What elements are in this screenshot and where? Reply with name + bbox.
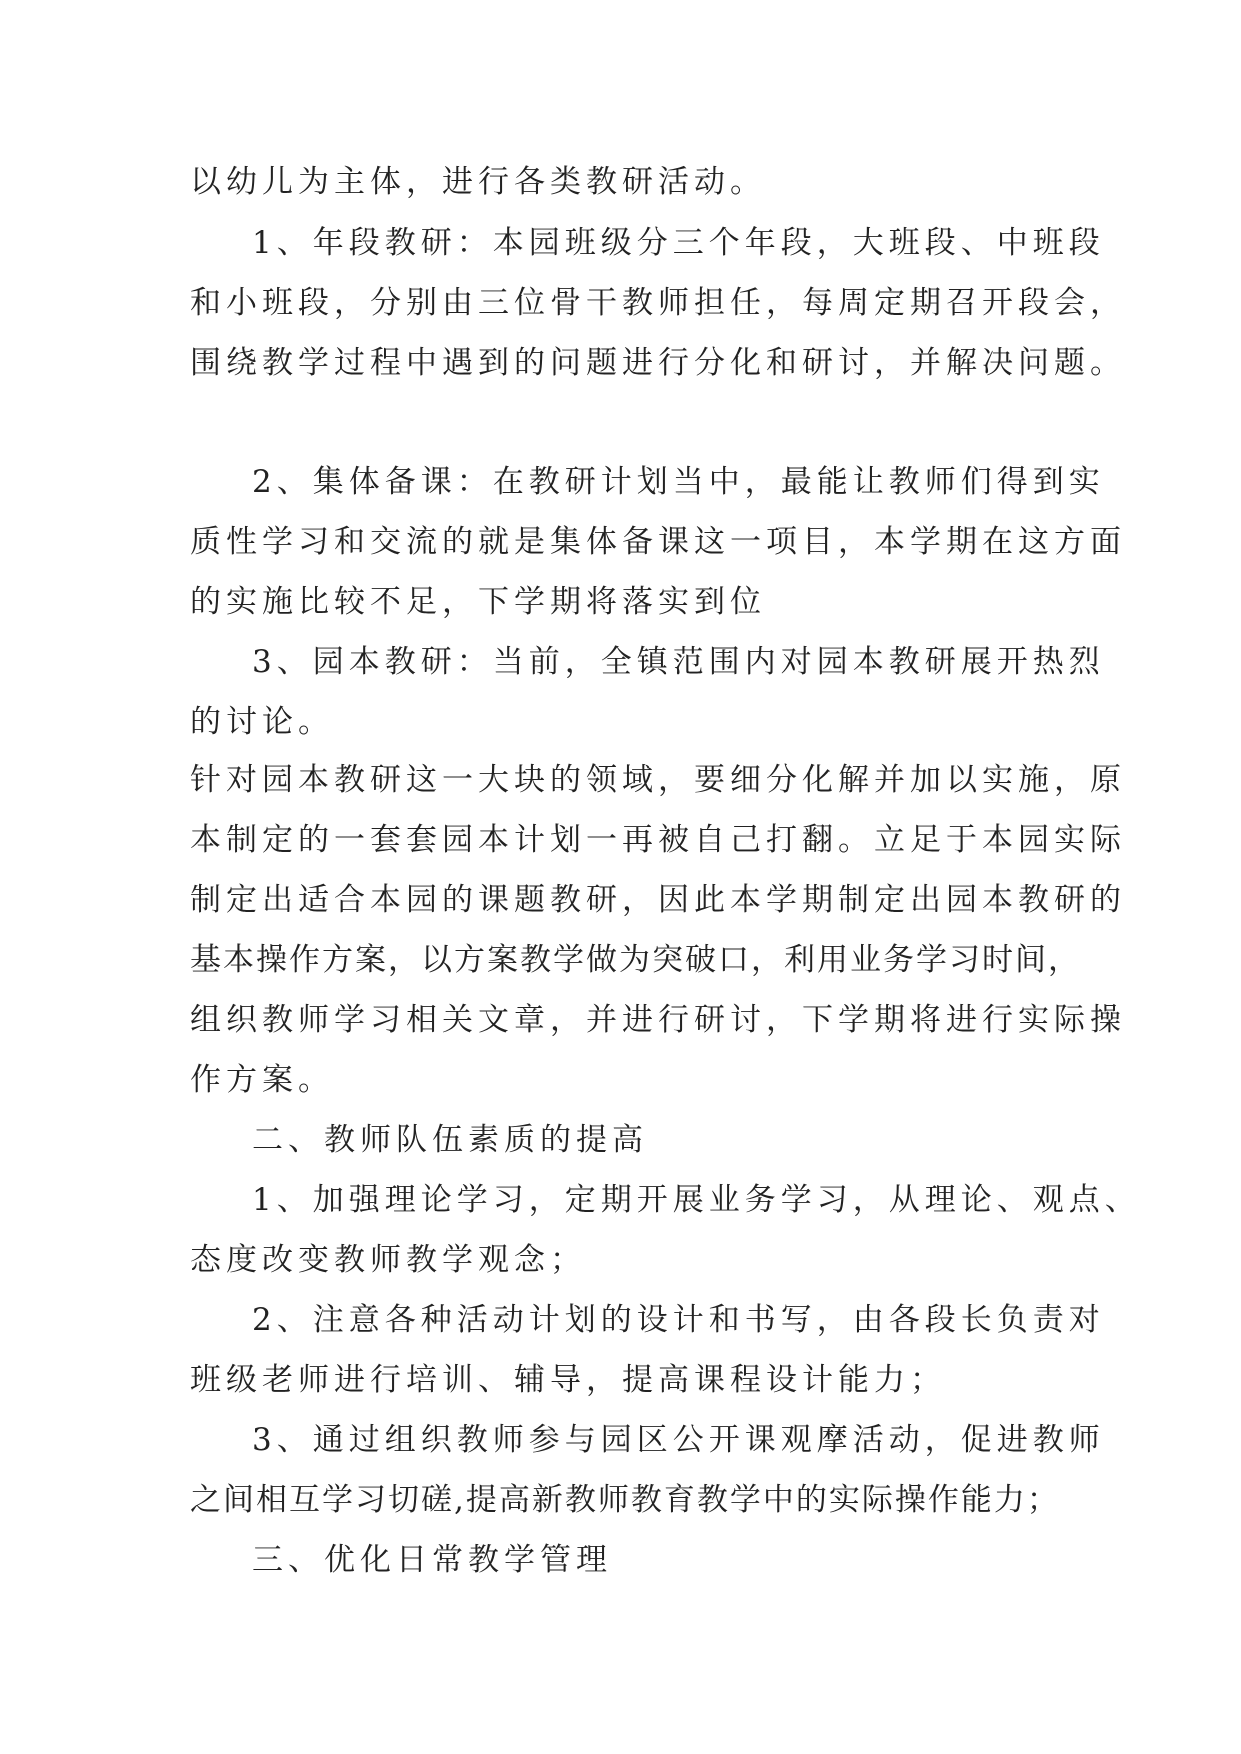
- section-heading: 二、教师队伍素质的提高: [252, 1122, 648, 1158]
- text-line: 的讨论。: [190, 704, 334, 740]
- text-line: 2、集体备课：在教研计划当中，最能让教师们得到实: [252, 464, 1105, 500]
- text-line: 针对园本教研这一大块的领域，要细分化解并加以实施，原: [190, 762, 1126, 798]
- text-line: 围绕教学过程中遇到的问题进行分化和研讨，并解决问题。: [190, 345, 1126, 381]
- text-line: 质性学习和交流的就是集体备课这一项目，本学期在这方面: [190, 524, 1126, 560]
- text-line: 的实施比较不足，下学期将落实到位: [190, 584, 766, 620]
- text-line: 3、园本教研：当前，全镇范围内对园本教研展开热烈: [252, 644, 1105, 680]
- text-line: 2、注意各种活动计划的设计和书写，由各段长负责对: [252, 1302, 1105, 1338]
- text-line: 1、加强理论学习，定期开展业务学习，从理论、观点、: [252, 1182, 1141, 1218]
- text-line: 之间相互学习切磋,提高新教师教育教学中的实际操作能力；: [190, 1482, 1060, 1518]
- section-heading: 三、优化日常教学管理: [252, 1542, 612, 1578]
- text-line: 本制定的一套套园本计划一再被自己打翻。立足于本园实际: [190, 822, 1126, 858]
- text-line: 作方案。: [190, 1062, 334, 1098]
- text-line: 以幼儿为主体，进行各类教研活动。: [190, 164, 766, 200]
- text-line: 班级老师进行培训、辅导，提高课程设计能力；: [190, 1362, 946, 1398]
- text-line: 基本操作方案，以方案教学做为突破口，利用业务学习时间，: [190, 942, 1081, 978]
- text-line: 和小班段，分别由三位骨干教师担任，每周定期召开段会，: [190, 285, 1126, 321]
- text-line: 3、通过组织教师参与园区公开课观摩活动，促进教师: [252, 1422, 1105, 1458]
- text-line: 制定出适合本园的课题教研，因此本学期制定出园本教研的: [190, 882, 1126, 918]
- text-line: 态度改变教师教学观念；: [190, 1242, 586, 1278]
- text-line: 1、年段教研：本园班级分三个年段，大班段、中班段: [252, 225, 1105, 261]
- text-line: 组织教师学习相关文章，并进行研讨，下学期将进行实际操: [190, 1002, 1126, 1038]
